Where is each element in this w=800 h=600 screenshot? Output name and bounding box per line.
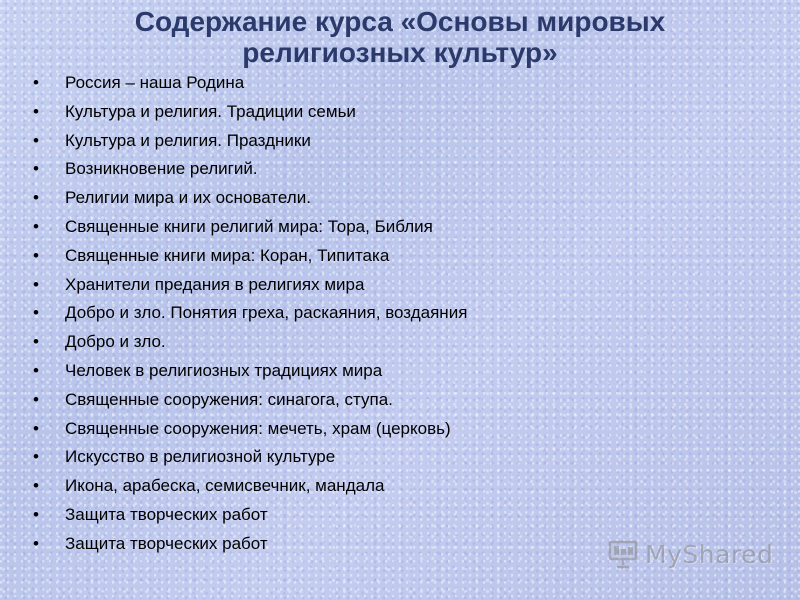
list-item-text: Защита творческих работ — [65, 533, 268, 553]
presentation-screen-icon — [607, 538, 639, 570]
list-item-text: Священные сооружения: мечеть, храм (церковь) — [65, 418, 451, 438]
list-item-text: Человек в религиозных традициях мира — [65, 360, 383, 380]
slide-title-line-1: Содержание курса «Основы мировых — [134, 6, 666, 37]
slide-title-line-2: религиозных культур» — [242, 37, 558, 68]
list-item-text: Икона, арабеска, семисвечник, мандала — [65, 476, 385, 496]
bullet-icon: • — [33, 159, 39, 179]
bullet-icon: • — [33, 389, 39, 409]
bullet-icon: • — [33, 332, 39, 352]
list-item-text: Хранители предания в религиях мира — [65, 274, 365, 294]
bullet-icon: • — [33, 73, 39, 92]
list-item-text: Защита творческих работ — [65, 504, 268, 524]
watermark-text: MyShared — [645, 539, 774, 569]
bullet-icon: • — [33, 447, 39, 467]
bullet-icon: • — [33, 130, 39, 150]
bullet-icon: • — [33, 216, 39, 236]
list-item-text: Добро и зло. — [65, 332, 166, 352]
list-item-text: Священные сооружения: синагога, ступа. — [65, 389, 393, 409]
bullet-icon: • — [33, 274, 39, 294]
slide-title — [0, 6, 800, 68]
bullet-icon: • — [33, 360, 39, 380]
list-item-text: Религии мира и их основатели. — [65, 188, 311, 208]
bullet-icon: • — [33, 504, 39, 524]
bullet-icon: • — [33, 418, 39, 438]
bullet-icon: • — [33, 101, 39, 121]
list-item-text: Священные книги религий мира: Тора, Библия — [65, 216, 433, 236]
bullet-icon: • — [33, 245, 39, 265]
list-item-text: Культура и религия. Традиции семьи — [65, 101, 356, 121]
list-item-text: Культура и религия. Праздники — [65, 130, 311, 150]
list-item-text: Россия – наша Родина — [65, 73, 245, 92]
list-item-text: Добро и зло. Понятия греха, раскаяния, воздаяния — [65, 303, 468, 323]
bullet-icon: • — [33, 303, 39, 323]
bullet-icon: • — [33, 476, 39, 496]
list-item-text: Священные книги мира: Коран, Типитака — [65, 245, 390, 265]
list-item-text: Искусство в религиозной культуре — [65, 447, 336, 467]
bullet-icon: • — [33, 188, 39, 208]
list-item-text: Возникновение религий. — [65, 159, 258, 179]
bullet-icon: • — [33, 533, 39, 553]
myshared-watermark — [607, 538, 773, 570]
